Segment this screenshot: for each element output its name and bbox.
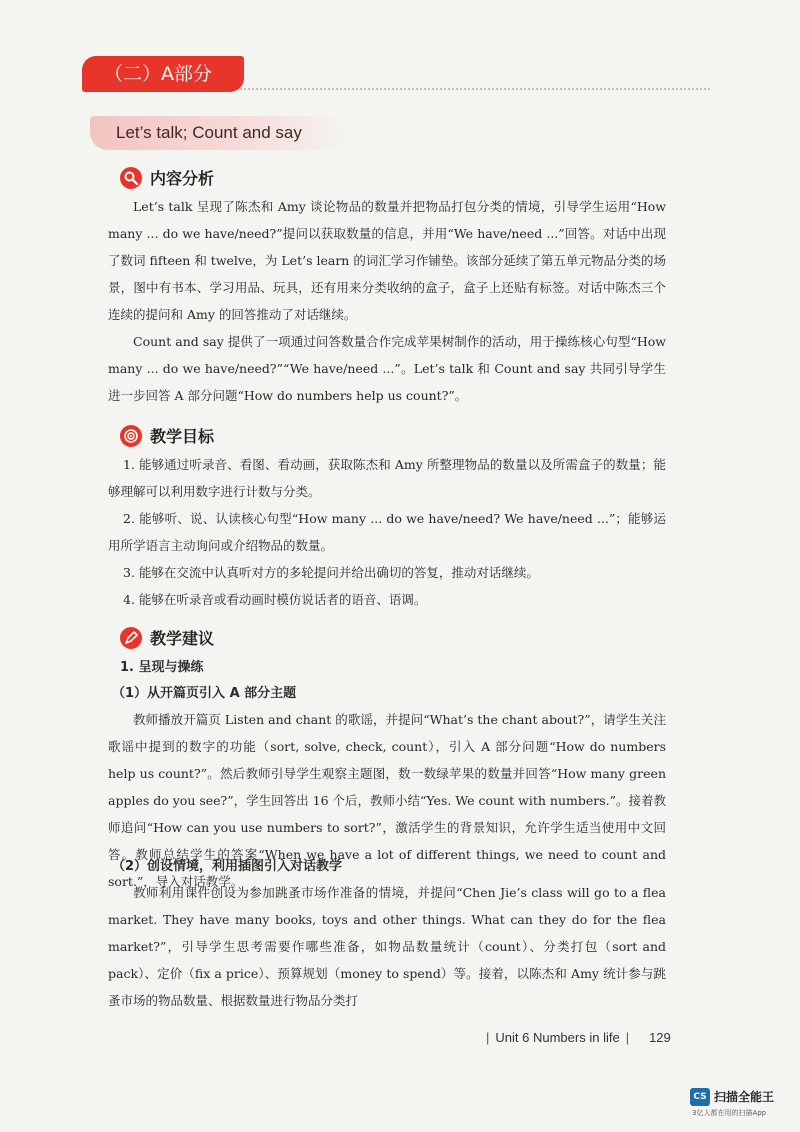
lesson-title: Let’s talk; Count and say (90, 116, 346, 150)
teaching-suggestions-title: 教学建议 (150, 629, 215, 648)
magnifier-icon (120, 167, 142, 189)
paragraph: 教师利用课件创设为参加跳蚤市场作准备的情境，并提问“Chen Jie’s class will go to a flea market. They have many books, toys and other things. What can they do for the flea market?”，引导学生思考需要作哪些准备，如物品数量统计（count）、分类打包（sort and pack）、定价（fix a price）、预算规划（money to spend）等。接着，以陈杰和 Amy 统计参与跳蚤市场的物品数量、根据数量进行物品分类打 (108, 885, 666, 1008)
content-analysis-heading (120, 166, 214, 192)
page-number: 129 (649, 1030, 671, 1045)
suggestion-paragraph (108, 879, 666, 1014)
teaching-suggestions-heading (120, 626, 214, 652)
divider: | (486, 1030, 490, 1045)
dotted-rule (240, 88, 710, 90)
content-analysis-body (108, 193, 666, 409)
camscanner-logo-icon: CS (690, 1088, 710, 1106)
goal-item: 2. 能够听、说、认读核心句型“How many ... do we have/need? We have/need ...”；能够运用所学语言主动询问或介绍物品的数量。 (108, 511, 666, 553)
subsection-title: （1）从开篇页引入 A 部分主题 (112, 686, 297, 701)
page-footer (480, 1027, 671, 1049)
divider: | (625, 1030, 630, 1045)
paragraph: Count and say 提供了一项通过问答数量合作完成苹果树制作的活动，用于操练核心句型“How many ... do we have/need?”“We have/need ...”。Let’s talk 和 Count and say 共同引导学生进一步回答 A 部分问题“How do numbers help us count?”。 (108, 334, 666, 403)
teaching-goals-title: 教学目标 (150, 427, 215, 446)
target-icon (120, 425, 142, 447)
paragraph: Let’s talk 呈现了陈杰和 Amy 谈论物品的数量并把物品打包分类的情境，引导学生运用“How many ... do we have/need?”提问以获取数量的信息，并用“We have/need ...”回答。对话中出现了数词 fifteen 和 twelve，为 Let’s learn 的词汇学习作铺垫。该部分延续了第五单元物品分类的场景，图中有书本、学习用品、玩具，还有用来分类收纳的盒子，盒子上还贴有标签。对话中陈杰三个连续的提问和 Amy 的回答推动了对话继续。 (108, 199, 666, 322)
teaching-goals-list (108, 451, 666, 613)
content-analysis-title: 内容分析 (150, 169, 215, 188)
scanner-watermark (690, 1086, 794, 1126)
watermark-tagline: 3亿人都在用的扫描App (692, 1109, 767, 1117)
pen-icon (120, 627, 142, 649)
goal-item: 1. 能够通过听录音、看图、看动画，获取陈杰和 Amy 所整理物品的数量以及所需盒子的数量；能够理解可以利用数字进行计数与分类。 (108, 457, 666, 499)
footer-unit: Unit 6 (495, 1030, 530, 1045)
paragraph: 教师播放开篇页 Listen and chant 的歌谣，并提问“What’s the chant about?”，请学生关注歌谣中提到的数字的功能（sort, solve, check, count），引入 A 部分问题“How do numbers help us count?”。然后教师引导学生观察主题图，数一数绿苹果的数量并回答“How many green apples do you see?”，学生回答出 16 个后，教师小结“Yes. We count with numbers.”。接着教师追问“How can you use numbers to sort?”，激活学生的背景知识，允许学生适当使用中文回答。教师总结学生的答案“When we have a lot of different things, we need to count and sort.”，导入对话教学。 (108, 712, 666, 889)
goal-item: 4. 能够在听录音或看动画时模仿说话者的语音、语调。 (123, 592, 427, 607)
teaching-goals-heading (120, 424, 214, 450)
section-tab: （二）A部分 (82, 56, 244, 92)
watermark-name: 扫描全能王 (714, 1090, 775, 1104)
subsection-title: 1. 呈现与操练 (120, 660, 204, 675)
subsection-title: （2）创设情境，利用插图引入对话教学 (112, 859, 343, 874)
goal-item: 3. 能够在交流中认真听对方的多轮提问并给出确切的答复，推动对话继续。 (123, 565, 539, 580)
footer-title: Numbers in life (532, 1030, 620, 1045)
